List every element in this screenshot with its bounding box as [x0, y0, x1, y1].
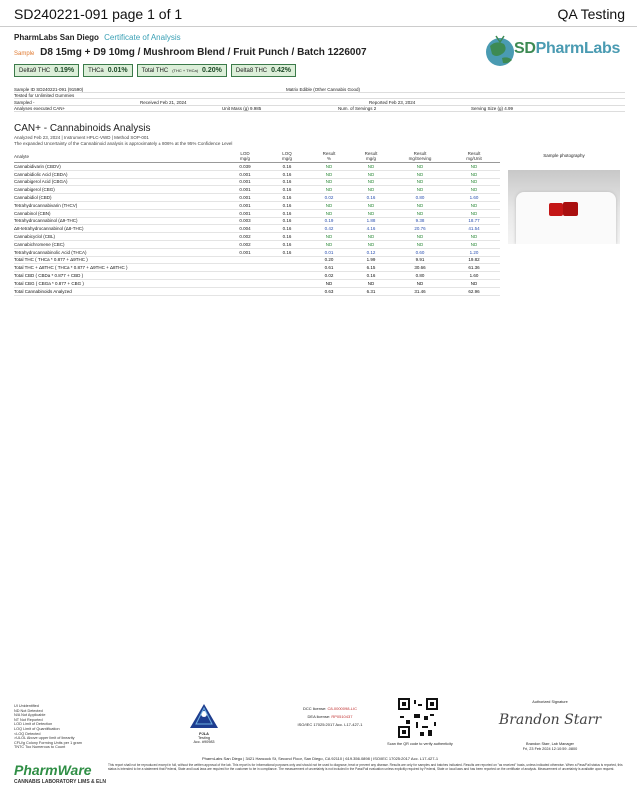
analyte-name: Cannabigerol Acid (CBGA)	[14, 178, 224, 186]
table-row	[14, 194, 500, 202]
analyte-name: Cannabidiol (CBD)	[14, 194, 224, 202]
table-cell: 0.16	[266, 248, 308, 256]
meta-row	[14, 106, 625, 113]
gummy-image	[549, 203, 563, 216]
table-cell: 19.82	[448, 256, 500, 264]
table-cell: ND	[308, 240, 350, 248]
qr-caption: Scan the QR code to verify authenticity	[387, 742, 453, 746]
badge-thca	[83, 64, 133, 77]
sdpharmlabs-logo	[514, 40, 620, 58]
meta-unit-mass: Unit Mass (g) 9.985	[222, 106, 262, 111]
lab-address: PharmLabs San Diego | 3421 Hancock St, Second Floor, San Diego, CA 92110 | 619.356.0898 | ISO/IEC 17025:2017 Acc. L17-427-1	[201, 756, 439, 761]
table-cell: ND	[350, 163, 392, 171]
table-cell: 18.77	[448, 217, 500, 225]
gummy-image	[563, 202, 578, 216]
table-cell: 0.02	[308, 272, 350, 280]
total-row	[14, 272, 500, 280]
table-row	[14, 178, 500, 186]
table-cell: ND	[448, 201, 500, 209]
table-cell: ND	[448, 163, 500, 171]
uncertainty-note: The expanded Uncertainty of the Cannabinoid analysis is approximately ± 806% at the 95% Confidence Level	[14, 141, 233, 146]
table-cell: 0.61	[308, 264, 350, 272]
badge-label: Total THC	[141, 67, 169, 74]
table-cell: 0.16	[266, 233, 308, 241]
col-result-pct: Result %	[308, 150, 350, 163]
table-cell: 0.002	[224, 233, 266, 241]
badge-label: THCa	[88, 67, 104, 74]
table-cell	[224, 264, 266, 272]
table-cell: 0.01	[308, 248, 350, 256]
table-cell: 20.76	[392, 225, 448, 233]
table-cell: 9.91	[392, 256, 448, 264]
section-title: CAN+ - Cannabinoids Analysis	[14, 123, 151, 134]
photo-label: Sample photography	[543, 153, 585, 158]
cannabinoid-table	[14, 150, 500, 296]
badge-value: 0.20%	[202, 67, 222, 74]
top-bar	[0, 0, 637, 30]
table-cell: ND	[448, 186, 500, 194]
total-row	[14, 264, 500, 272]
table-cell: 61.36	[448, 264, 500, 272]
table-cell: 0.001	[224, 209, 266, 217]
badge-value: 0.19%	[54, 67, 75, 74]
sample-title	[14, 47, 367, 58]
col-lod: LOD mg/g	[224, 150, 266, 163]
authorized-signature-label: Authorized Signature	[532, 700, 568, 704]
table-row	[14, 209, 500, 217]
table-cell: 0.16	[266, 201, 308, 209]
table-cell: 0.003	[224, 217, 266, 225]
table-cell: 0.16	[350, 194, 392, 202]
analysis-info: Analyzed Feb 23, 2024 | Instrument HPLC-VWD | Method SOP-001	[14, 135, 149, 140]
table-cell	[224, 279, 266, 287]
table-cell	[266, 287, 308, 295]
table-cell: ND	[392, 279, 448, 287]
table-cell: 0.16	[266, 170, 308, 178]
table-cell: ND	[392, 163, 448, 171]
table-cell: 0.60	[392, 248, 448, 256]
table-cell: ND	[392, 170, 448, 178]
table-cell: 41.54	[448, 225, 500, 233]
badge-label: Delta8 THC	[235, 67, 268, 74]
pharmware-logo: PharmWare	[14, 762, 92, 778]
table-cell: 6.15	[350, 264, 392, 272]
logo-pharmlabs: PharmLabs	[535, 40, 621, 57]
table-cell: 0.16	[266, 209, 308, 217]
table-row	[14, 233, 500, 241]
meta-analyses: Analyses executed CAN+	[14, 106, 66, 111]
table-cell: ND	[448, 279, 500, 287]
col-result-serving: Result mg/Serving	[392, 150, 448, 163]
table-row	[14, 163, 500, 171]
potency-badges	[14, 64, 296, 77]
table-cell: 1.88	[350, 217, 392, 225]
table-cell: 9.38	[392, 217, 448, 225]
analyte-name: Cannabicyclol (CBL)	[14, 233, 224, 241]
table-cell: 0.19	[308, 217, 350, 225]
table-cell: ND	[350, 209, 392, 217]
col-loq: LOQ mg/g	[266, 150, 308, 163]
table-cell: ND	[308, 279, 350, 287]
table-cell: ND	[448, 209, 500, 217]
analyte-name: Total CBG ( CBGa * 0.877 + CBG )	[14, 279, 224, 287]
meta-num-servings: Num. of Servings 2	[338, 106, 377, 111]
section-subtitle	[14, 135, 232, 147]
sample-name: D8 15mg + D9 10mg / Mushroom Blend / Fruit Punch / Batch 1226007	[40, 47, 367, 58]
table-cell: 0.16	[266, 194, 308, 202]
table-cell: ND	[392, 201, 448, 209]
badge-value: 0.42%	[271, 67, 291, 74]
table-cell: ND	[350, 240, 392, 248]
table-cell: 0.001	[224, 194, 266, 202]
table-cell: ND	[392, 178, 448, 186]
analyte-name: Cannabidiolic Acid (CBDA)	[14, 170, 224, 178]
table-cell: ND	[392, 186, 448, 194]
table-cell: ND	[308, 201, 350, 209]
analyte-name: Total THC + Δ8THC ( THCa * 0.877 + Δ9THC + Δ8THC )	[14, 264, 224, 272]
table-cell: ND	[392, 233, 448, 241]
coa-label: Certificate of Analysis	[104, 33, 181, 42]
table-cell: 0.001	[224, 186, 266, 194]
table-cell: 31.46	[392, 287, 448, 295]
sample-metadata	[14, 86, 625, 112]
table-cell: 0.63	[308, 287, 350, 295]
divider	[0, 26, 637, 27]
meta-tested-for: Tested for Unlimited Gummies	[14, 93, 75, 98]
table-row	[14, 186, 500, 194]
table-cell: 0.001	[224, 248, 266, 256]
pharmware-tagline: CANNABIS LABORATORY LIMS & ELN	[14, 779, 107, 785]
table-cell: 0.16	[266, 225, 308, 233]
analyte-name: Tetrahydrocannabinol (Δ9-THC)	[14, 217, 224, 225]
table-cell: 0.16	[350, 272, 392, 280]
qa-testing-label: QA Testing	[557, 6, 625, 22]
dcc-license: C8-0000098-LIC	[327, 706, 358, 711]
table-cell: 0.80	[392, 194, 448, 202]
badge-label: Delta9 THC	[19, 67, 51, 74]
table-row	[14, 217, 500, 225]
table-cell: 0.002	[224, 240, 266, 248]
sample-prefix: Sample	[14, 51, 35, 57]
analyte-name: Δ8-tetrahydrocannabinol (Δ8-THC)	[14, 225, 224, 233]
analyte-name: Cannabigerol (CBG)	[14, 186, 224, 194]
sample-photo	[508, 170, 620, 244]
signer-info: Brandon Starr, Lab Manager Fri, 23 Feb 2024 12:10:59 -0800	[522, 742, 578, 751]
table-cell: ND	[308, 186, 350, 194]
table-cell: 0.42	[308, 225, 350, 233]
badge-delta8-thc	[231, 64, 296, 77]
table-cell: 1.60	[448, 194, 500, 202]
table-row	[14, 248, 500, 256]
analyte-name: Total Cannabinoids Analyzed	[14, 287, 224, 295]
table-cell: ND	[350, 279, 392, 287]
meta-sampled: Sampled -	[14, 99, 35, 105]
table-cell: ND	[392, 240, 448, 248]
table-cell: 62.96	[448, 287, 500, 295]
table-cell: ND	[448, 240, 500, 248]
table-cell: 1.60	[448, 272, 500, 280]
table-cell: ND	[350, 170, 392, 178]
badge-sub: (THC + THCa)	[172, 68, 199, 73]
qr-code-icon[interactable]	[398, 698, 438, 738]
table-cell: ND	[308, 178, 350, 186]
table-cell: ND	[448, 233, 500, 241]
table-cell: ND	[448, 178, 500, 186]
table-cell: 0.001	[224, 201, 266, 209]
table-cell: ND	[350, 201, 392, 209]
col-analyte: Analyte	[14, 150, 224, 163]
table-header-row	[14, 150, 500, 163]
abbreviation-legend: UI Unidentified ND Not Detected N/A Not Applicable NT Not Reported LOD Limit of Detection LOQ Limit of Quantification <LOQ Detected >ULOL Above upper limit of linearity CFU/g Colony Forming Units per 1 gram TNTC Too Numerous to Count	[14, 704, 82, 750]
table-cell	[224, 287, 266, 295]
table-cell: 0.16	[266, 163, 308, 171]
iso-accreditation: ISO/IEC 17025:2017 Acc. L17-427-1	[297, 722, 363, 727]
dea-license: RP0510437	[331, 714, 353, 719]
pjla-accreditation: PJLA Testing Acc. #90983	[193, 732, 215, 745]
table-cell: ND	[350, 233, 392, 241]
table-cell	[266, 279, 308, 287]
table-cell	[266, 256, 308, 264]
table-cell: ND	[392, 209, 448, 217]
meta-sample-id: Sample ID SD240221-091 (91590)	[14, 86, 84, 92]
table-cell: 0.16	[266, 217, 308, 225]
table-cell	[266, 272, 308, 280]
meta-serving-size: Serving Size (g) 4.99	[471, 106, 514, 111]
table-cell: ND	[350, 186, 392, 194]
signature: Brandon Starr	[498, 712, 602, 728]
table-row	[14, 225, 500, 233]
table-cell: 0.80	[392, 272, 448, 280]
badge-total-thc	[137, 64, 227, 77]
disclaimer: This report shall not be reproduced except in full, without the written approval of the lab. This report is for informational purposes only and should not be used to diagnose, treat or prevent any disease. Results are only for samples and batches indicated. Results are reported on "as received" basis, unless indicated otherwise. When a Pass/Fail status is reported, this status is intended to be a statement that Federal, State and local laws are required for the customer to be in compliance. The measurement of uncertainty is not included in the Pass/Fail evaluation unless explicitly required by Federal, State or local laws and has been reported on the certificate of analysis. Measurement of uncertainty is available upon request.	[108, 763, 623, 771]
badge-delta9-thc	[14, 64, 79, 77]
lab-name-text: PharmLabs San Diego	[14, 33, 99, 42]
table-cell: 0.02	[308, 194, 350, 202]
table-cell: ND	[308, 233, 350, 241]
col-result-mgg: Result mg/g	[350, 150, 392, 163]
logo-sd: SD	[514, 40, 536, 57]
table-cell: 4.16	[350, 225, 392, 233]
meta-reported: Reported Feb 23, 2024	[369, 99, 416, 105]
table-cell: 0.16	[266, 186, 308, 194]
table-cell: ND	[448, 170, 500, 178]
table-cell: 0.039	[224, 163, 266, 171]
table-cell: 0.16	[266, 240, 308, 248]
analyte-name: Total CBD ( CBDa * 0.877 + CBD )	[14, 272, 224, 280]
analyte-name: Cannabinol (CBN)	[14, 209, 224, 217]
table-cell: 0.004	[224, 225, 266, 233]
table-cell: 1.20	[448, 248, 500, 256]
analyte-name: Tetrahydrocannabinolic Acid (THCA)	[14, 248, 224, 256]
analyte-name: Total THC ( THCa * 0.877 + Δ9THC )	[14, 256, 224, 264]
table-cell	[224, 256, 266, 264]
badge-value: 0.01%	[107, 67, 128, 74]
document-id: SD240221-091 page 1 of 1	[14, 6, 183, 22]
table-row	[14, 170, 500, 178]
total-row	[14, 256, 500, 264]
table-cell: 0.12	[350, 248, 392, 256]
total-row	[14, 279, 500, 287]
table-body	[14, 163, 500, 296]
meta-received: Received Feb 21, 2024	[140, 99, 187, 105]
container-image	[516, 192, 616, 244]
table-cell: ND	[308, 163, 350, 171]
table-cell: ND	[350, 178, 392, 186]
table-cell: 0.16	[266, 178, 308, 186]
table-cell: ND	[308, 209, 350, 217]
total-row	[14, 287, 500, 295]
table-cell: 0.001	[224, 178, 266, 186]
table-cell	[266, 264, 308, 272]
table-row	[14, 240, 500, 248]
table-cell: ND	[308, 170, 350, 178]
meta-matrix: Matrix Edible (Other Cannabis Good)	[286, 86, 361, 92]
table-row	[14, 201, 500, 209]
col-result-unit: Result mg/Unit	[448, 150, 500, 163]
table-cell: 30.66	[392, 264, 448, 272]
analyte-name: Cannabichromene (CBC)	[14, 240, 224, 248]
table-cell: 0.20	[308, 256, 350, 264]
table-cell	[224, 272, 266, 280]
table-cell: 0.001	[224, 170, 266, 178]
lab-name	[14, 33, 181, 42]
analyte-name: Cannabidivarin (CBDV)	[14, 163, 224, 171]
license-info: DCC license: C8-0000098-LIC DEA license: RP0510437 ISO/IEC 17025:2017 Acc. L17-427-1	[275, 705, 385, 729]
table-cell: 1.99	[350, 256, 392, 264]
table-cell: 6.31	[350, 287, 392, 295]
analyte-name: Tetrahydrocannabivarin (THCV)	[14, 201, 224, 209]
